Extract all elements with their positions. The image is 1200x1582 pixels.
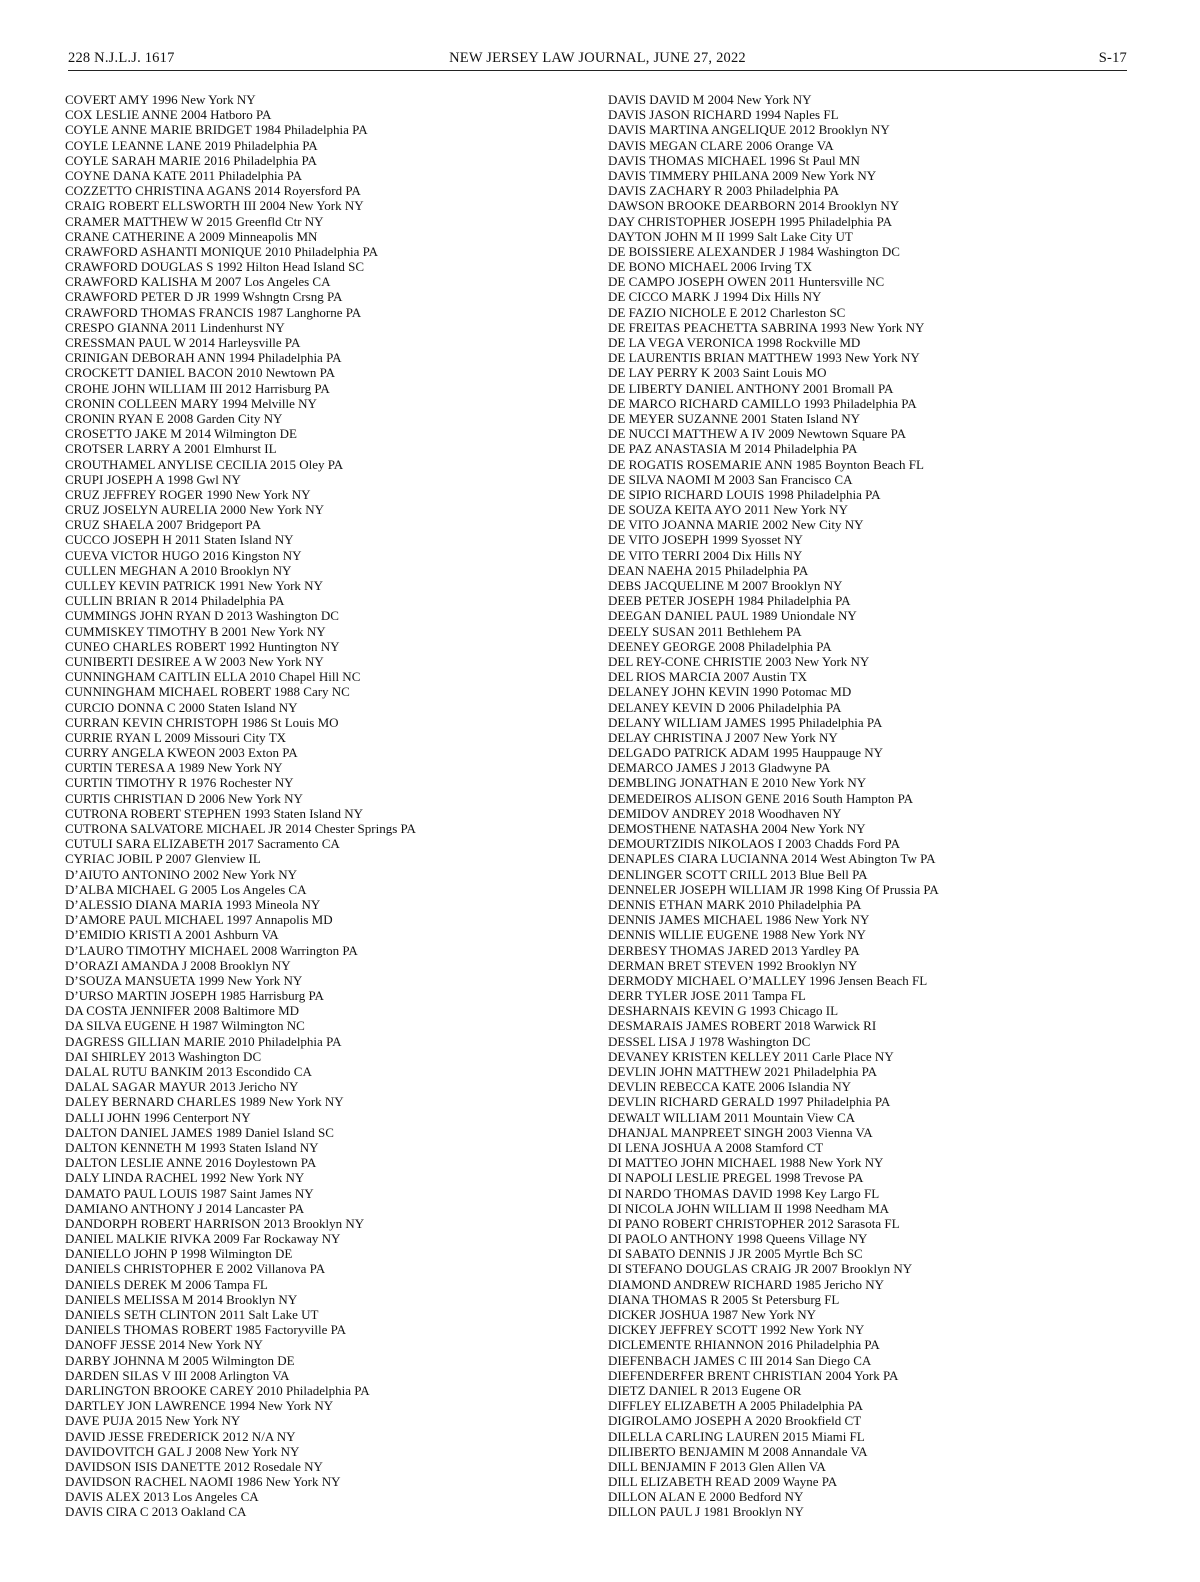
attorney-entry: DAVIS DAVID M 2004 New York NY xyxy=(608,92,812,107)
attorney-entry: DELAY CHRISTINA J 2007 New York NY xyxy=(608,729,838,745)
attorney-entry: CRUZ SHAELA 2007 Bridgeport PA xyxy=(65,517,261,533)
attorney-entry: DENNIS ETHAN MARK 2010 Philadelphia PA xyxy=(608,896,862,912)
attorney-entry: DAVIS JASON RICHARD 1994 Naples FL xyxy=(608,107,839,123)
attorney-entry: DERMAN BRET STEVEN 1992 Brooklyn NY xyxy=(608,957,858,973)
attorney-entry: DE MARCO RICHARD CAMILLO 1993 Philadelphia PA xyxy=(608,395,917,411)
attorney-entry: CUNNINGHAM MICHAEL ROBERT 1988 Cary NC xyxy=(65,684,350,700)
attorney-entry: CRAIG ROBERT ELLSWORTH III 2004 New York NY xyxy=(65,198,364,214)
attorney-entry: DILIBERTO BENJAMIN M 2008 Annandale VA xyxy=(608,1443,868,1459)
attorney-entry: CYRIAC JOBIL P 2007 Glenview IL xyxy=(65,851,261,867)
attorney-entry: DE FAZIO NICHOLE E 2012 Charleston SC xyxy=(608,304,846,320)
attorney-entry: DE ROGATIS ROSEMARIE ANN 1985 Boynton Beach FL xyxy=(608,456,924,472)
attorney-entry: DI NARDO THOMAS DAVID 1998 Key Largo FL xyxy=(608,1185,880,1201)
attorney-entry: DEL RIOS MARCIA 2007 Austin TX xyxy=(608,669,807,685)
attorney-entry: DA SILVA EUGENE H 1987 Wilmington NC xyxy=(65,1018,305,1034)
attorney-entry: DELANY WILLIAM JAMES 1995 Philadelphia PA xyxy=(608,714,883,730)
attorney-entry: D’SOUZA MANSUETA 1999 New York NY xyxy=(65,972,303,988)
attorney-entry: DEELY SUSAN 2011 Bethlehem PA xyxy=(608,623,802,639)
attorney-entry: CURRAN KEVIN CHRISTOPH 1986 St Louis MO xyxy=(65,714,339,730)
attorney-entry: COVERT AMY 1996 New York NY xyxy=(65,92,256,107)
attorney-entry: DEEB PETER JOSEPH 1984 Philadelphia PA xyxy=(608,593,851,609)
attorney-entry: DALTON DANIEL JAMES 1989 Daniel Island SC xyxy=(65,1124,334,1140)
attorney-entry: DAY CHRISTOPHER JOSEPH 1995 Philadelphia PA xyxy=(608,213,893,229)
attorney-entry: DARLINGTON BROOKE CAREY 2010 Philadelphia PA xyxy=(65,1382,370,1398)
attorney-entry: COYLE ANNE MARIE BRIDGET 1984 Philadelphia PA xyxy=(65,122,368,138)
attorney-entry: DENNIS JAMES MICHAEL 1986 New York NY xyxy=(608,912,870,928)
attorney-entry: CROCKETT DANIEL BACON 2010 Newtown PA xyxy=(65,365,335,381)
attorney-entry: DARTLEY JON LAWRENCE 1994 New York NY xyxy=(65,1398,334,1414)
attorney-entry: CURTIN TERESA A 1989 New York NY xyxy=(65,760,283,776)
attorney-entry: DERR TYLER JOSE 2011 Tampa FL xyxy=(608,988,806,1004)
attorney-entry: CRUZ JOSELYN AURELIA 2000 New York NY xyxy=(65,502,325,518)
attorney-entry: DAYTON JOHN M II 1999 Salt Lake City UT xyxy=(608,228,853,244)
attorney-entry: DE NUCCI MATTHEW A IV 2009 Newtown Square PA xyxy=(608,426,907,442)
attorney-entry: CRUPI JOSEPH A 1998 Gwl NY xyxy=(65,471,241,487)
attorney-entry: DANIELS MELISSA M 2014 Brooklyn NY xyxy=(65,1291,298,1307)
attorney-entry: DALTON LESLIE ANNE 2016 Doylestown PA xyxy=(65,1155,317,1171)
attorney-entry: DEEGAN DANIEL PAUL 1989 Uniondale NY xyxy=(608,608,857,624)
attorney-entry: CUTRONA ROBERT STEPHEN 1993 Staten Island NY xyxy=(65,805,363,821)
attorney-entry: DILLON PAUL J 1981 Brooklyn NY xyxy=(608,1504,804,1520)
attorney-entry: DEAN NAEHA 2015 Philadelphia PA xyxy=(608,562,809,578)
attorney-entry: DAVIS ZACHARY R 2003 Philadelphia PA xyxy=(608,183,840,199)
attorney-entry: DEL REY-CONE CHRISTIE 2003 New York NY xyxy=(608,653,870,669)
attorney-entry: CRAMER MATTHEW W 2015 Greenfld Ctr NY xyxy=(65,213,324,229)
attorney-entry: CRAWFORD PETER D JR 1999 Wshngtn Crsng PA xyxy=(65,289,343,305)
attorney-entry: DANDORPH ROBERT HARRISON 2013 Brooklyn NY xyxy=(65,1215,365,1231)
left-column xyxy=(65,92,416,1520)
attorney-entry: CUCCO JOSEPH H 2011 Staten Island NY xyxy=(65,532,294,548)
attorney-entry: DIETZ DANIEL R 2013 Eugene OR xyxy=(608,1382,802,1398)
attorney-entry: CROHE JOHN WILLIAM III 2012 Harrisburg PA xyxy=(65,380,330,396)
attorney-entry: DEMOSTHENE NATASHA 2004 New York NY xyxy=(608,821,866,836)
attorney-entry: DE VITO JOANNA MARIE 2002 New City NY xyxy=(608,517,864,533)
attorney-entry: DE SOUZA KEITA AYO 2011 New York NY xyxy=(608,502,848,518)
attorney-entry: DICKEY JEFFREY SCOTT 1992 New York NY xyxy=(608,1322,865,1338)
attorney-entry: DIAMOND ANDREW RICHARD 1985 Jericho NY xyxy=(608,1276,884,1292)
attorney-entry: D’EMIDIO KRISTI A 2001 Ashburn VA xyxy=(65,927,279,943)
attorney-entry: DESSEL LISA J 1978 Washington DC xyxy=(608,1033,811,1049)
attorney-entry: D’AIUTO ANTONINO 2002 New York NY xyxy=(65,866,298,882)
attorney-entry: DENAPLES CIARA LUCIANNA 2014 West Abington Tw PA xyxy=(608,851,936,867)
attorney-entry: CRUZ JEFFREY ROGER 1990 New York NY xyxy=(65,486,311,502)
attorney-entry: DEMOURTZIDIS NIKOLAOS I 2003 Chadds Ford PA xyxy=(608,836,900,852)
attorney-entry: DE PAZ ANASTASIA M 2014 Philadelphia PA xyxy=(608,441,858,457)
attorney-entry: DAWSON BROOKE DEARBORN 2014 Brooklyn NY xyxy=(608,198,900,214)
attorney-entry: CUMMISKEY TIMOTHY B 2001 New York NY xyxy=(65,623,326,639)
attorney-entry: DALTON KENNETH M 1993 Staten Island NY xyxy=(65,1139,319,1155)
volume-citation: 228 N.J.L.J. 1617 xyxy=(68,50,175,66)
attorney-entry: DE CAMPO JOSEPH OWEN 2011 Huntersville NC xyxy=(608,274,885,290)
attorney-entry: CRAWFORD DOUGLAS S 1992 Hilton Head Island SC xyxy=(65,259,365,275)
attorney-entry: DARBY JOHNNA M 2005 Wilmington DE xyxy=(65,1352,295,1368)
attorney-entry: DILELLA CARLING LAUREN 2015 Miami FL xyxy=(608,1428,865,1444)
attorney-entry: CURCIO DONNA C 2000 Staten Island NY xyxy=(65,699,298,715)
attorney-entry: DI PANO ROBERT CHRISTOPHER 2012 Sarasota FL xyxy=(608,1215,900,1231)
attorney-entry: DANIELS CHRISTOPHER E 2002 Villanova PA xyxy=(65,1261,326,1277)
attorney-entry: D’ORAZI AMANDA J 2008 Brooklyn NY xyxy=(65,957,291,973)
attorney-entry: DIANA THOMAS R 2005 St Petersburg FL xyxy=(608,1291,840,1307)
attorney-entry: CUTRONA SALVATORE MICHAEL JR 2014 Chester Springs PA xyxy=(65,821,416,836)
attorney-entry: DAMATO PAUL LOUIS 1987 Saint James NY xyxy=(65,1185,314,1201)
attorney-entry: DILL ELIZABETH READ 2009 Wayne PA xyxy=(608,1474,838,1490)
attorney-entry: DALAL RUTU BANKIM 2013 Escondido CA xyxy=(65,1064,312,1079)
attorney-entry: DE VITO JOSEPH 1999 Syosset NY xyxy=(608,532,803,548)
attorney-entry: DANIELS THOMAS ROBERT 1985 Factoryville PA xyxy=(65,1322,347,1338)
attorney-entry: COYLE LEANNE LANE 2019 Philadelphia PA xyxy=(65,137,318,153)
attorney-entry: D’ALBA MICHAEL G 2005 Los Angeles CA xyxy=(65,881,307,897)
attorney-entry: CRESSMAN PAUL W 2014 Harleysville PA xyxy=(65,335,301,350)
attorney-entry: DESMARAIS JAMES ROBERT 2018 Warwick RI xyxy=(608,1018,877,1034)
attorney-entry: CUNEO CHARLES ROBERT 1992 Huntington NY xyxy=(65,638,340,654)
attorney-entry: DENLINGER SCOTT CRILL 2013 Blue Bell PA xyxy=(608,866,868,882)
attorney-entry: DEMBLING JONATHAN E 2010 New York NY xyxy=(608,775,867,791)
attorney-entry: DIGIROLAMO JOSEPH A 2020 Brookfield CT xyxy=(608,1413,862,1429)
attorney-entry: D’AMORE PAUL MICHAEL 1997 Annapolis MD xyxy=(65,912,333,928)
attorney-entry: DAVID JESSE FREDERICK 2012 N/A NY xyxy=(65,1428,296,1444)
attorney-entry: DI NICOLA JOHN WILLIAM II 1998 Needham MA xyxy=(608,1200,890,1216)
attorney-entry: DILLON ALAN E 2000 Bedford NY xyxy=(608,1489,804,1505)
attorney-entry: DAVIS MEGAN CLARE 2006 Orange VA xyxy=(608,137,834,153)
attorney-entry: DEMIDOV ANDREY 2018 Woodhaven NY xyxy=(608,805,842,821)
attorney-entry: DICLEMENTE RHIANNON 2016 Philadelphia PA xyxy=(608,1337,880,1353)
attorney-entry: DE LA VEGA VERONICA 1998 Rockville MD xyxy=(608,335,861,350)
attorney-entry: DIEFENDERFER BRENT CHRISTIAN 2004 York PA xyxy=(608,1367,899,1383)
attorney-entry: DARDEN SILAS V III 2008 Arlington VA xyxy=(65,1367,290,1383)
attorney-entry: COYNE DANA KATE 2011 Philadelphia PA xyxy=(65,167,303,183)
attorney-entry: DENNELER JOSEPH WILLIAM JR 1998 King Of Prussia PA xyxy=(608,881,939,897)
attorney-entry: D’ALESSIO DIANA MARIA 1993 Mineola NY xyxy=(65,896,321,912)
attorney-entry: DAVIDSON ISIS DANETTE 2012 Rosedale NY xyxy=(65,1458,323,1474)
attorney-entry: DELGADO PATRICK ADAM 1995 Hauppauge NY xyxy=(608,745,884,761)
attorney-entry: DEVLIN JOHN MATTHEW 2021 Philadelphia PA xyxy=(608,1064,878,1079)
attorney-entry: CRAWFORD KALISHA M 2007 Los Angeles CA xyxy=(65,274,331,290)
attorney-entry: DALEY BERNARD CHARLES 1989 New York NY xyxy=(65,1094,344,1110)
attorney-entry: DELANEY JOHN KEVIN 1990 Potomac MD xyxy=(608,684,852,700)
attorney-entry: CRAWFORD ASHANTI MONIQUE 2010 Philadelphia PA xyxy=(65,243,379,259)
attorney-entry: DE FREITAS PEACHETTA SABRINA 1993 New York NY xyxy=(608,319,925,335)
attorney-entry: DI NAPOLI LESLIE PREGEL 1998 Trevose PA xyxy=(608,1170,864,1186)
attorney-entry: CRAWFORD THOMAS FRANCIS 1987 Langhorne PA xyxy=(65,304,362,320)
attorney-entry: COX LESLIE ANNE 2004 Hatboro PA xyxy=(65,107,272,123)
attorney-entry: DANIELLO JOHN P 1998 Wilmington DE xyxy=(65,1246,293,1262)
attorney-entry: DI MATTEO JOHN MICHAEL 1988 New York NY xyxy=(608,1155,884,1171)
attorney-entry: CURRY ANGELA KWEON 2003 Exton PA xyxy=(65,745,298,761)
attorney-entry: DALAL SAGAR MAYUR 2013 Jericho NY xyxy=(65,1079,299,1095)
attorney-entry: DAVIS ALEX 2013 Los Angeles CA xyxy=(65,1489,259,1505)
attorney-entry: DANIELS SETH CLINTON 2011 Salt Lake UT xyxy=(65,1307,319,1322)
attorney-entry: DIFFLEY ELIZABETH A 2005 Philadelphia PA xyxy=(608,1398,864,1414)
attorney-entry: DI PAOLO ANTHONY 1998 Queens Village NY xyxy=(608,1231,868,1247)
attorney-entry: DE CICCO MARK J 1994 Dix Hills NY xyxy=(608,289,822,305)
attorney-entry: DE LAY PERRY K 2003 Saint Louis MO xyxy=(608,365,827,381)
attorney-entry: DAVE PUJA 2015 New York NY xyxy=(65,1413,241,1429)
attorney-entry: CULLEY KEVIN PATRICK 1991 New York NY xyxy=(65,578,323,593)
attorney-entry: DE SILVA NAOMI M 2003 San Francisco CA xyxy=(608,471,853,487)
attorney-entry: CURRIE RYAN L 2009 Missouri City TX xyxy=(65,729,287,745)
attorney-entry: DHANJAL MANPREET SINGH 2003 Vienna VA xyxy=(608,1124,873,1140)
attorney-entry: DE VITO TERRI 2004 Dix Hills NY xyxy=(608,547,803,563)
attorney-entry: CULLIN BRIAN R 2014 Philadelphia PA xyxy=(65,593,285,609)
attorney-entry: D’URSO MARTIN JOSEPH 1985 Harrisburg PA xyxy=(65,988,324,1004)
attorney-entry: CUNNINGHAM CAITLIN ELLA 2010 Chapel Hill NC xyxy=(65,669,361,685)
attorney-entry: D’LAURO TIMOTHY MICHAEL 2008 Warrington PA xyxy=(65,942,358,958)
attorney-entry: CRONIN RYAN E 2008 Garden City NY xyxy=(65,410,283,426)
attorney-entry: DA COSTA JENNIFER 2008 Baltimore MD xyxy=(65,1003,300,1019)
attorney-entry: DAVIS CIRA C 2013 Oakland CA xyxy=(65,1504,247,1520)
attorney-entry: COZZETTO CHRISTINA AGANS 2014 Royersford PA xyxy=(65,183,361,199)
attorney-entry: DALLI JOHN 1996 Centerport NY xyxy=(65,1109,251,1125)
attorney-entry: DI SABATO DENNIS J JR 2005 Myrtle Bch SC xyxy=(608,1246,863,1262)
attorney-entry: DILL BENJAMIN F 2013 Glen Allen VA xyxy=(608,1458,826,1474)
attorney-entry: DALY LINDA RACHEL 1992 New York NY xyxy=(65,1170,305,1186)
attorney-entry: DAVIS THOMAS MICHAEL 1996 St Paul MN xyxy=(608,152,860,168)
attorney-entry: DANOFF JESSE 2014 New York NY xyxy=(65,1337,263,1353)
attorney-entry: CRESPO GIANNA 2011 Lindenhurst NY xyxy=(65,319,285,335)
attorney-entry: DEWALT WILLIAM 2011 Mountain View CA xyxy=(608,1109,856,1125)
attorney-entry: DIEFENBACH JAMES C III 2014 San Diego CA xyxy=(608,1352,872,1368)
attorney-entry: DERMODY MICHAEL O’MALLEY 1996 Jensen Beach FL xyxy=(608,972,928,988)
attorney-entry: DEVLIN RICHARD GERALD 1997 Philadelphia PA xyxy=(608,1094,891,1110)
attorney-entry: DANIEL MALKIE RIVKA 2009 Far Rockaway NY xyxy=(65,1231,341,1247)
attorney-entry: DERBESY THOMAS JARED 2013 Yardley PA xyxy=(608,942,860,958)
attorney-entry: DEVANEY KRISTEN KELLEY 2011 Carle Place NY xyxy=(608,1048,894,1064)
attorney-entry: CURTIS CHRISTIAN D 2006 New York NY xyxy=(65,790,303,806)
attorney-entry: DE LIBERTY DANIEL ANTHONY 2001 Bromall PA xyxy=(608,380,894,396)
attorney-entry: COYLE SARAH MARIE 2016 Philadelphia PA xyxy=(65,152,317,168)
right-column xyxy=(608,92,939,1520)
attorney-entry: CROUTHAMEL ANYLISE CECILIA 2015 Oley PA xyxy=(65,456,344,472)
attorney-entry: CURTIN TIMOTHY R 1976 Rochester NY xyxy=(65,775,294,791)
attorney-entry: CUMMINGS JOHN RYAN D 2013 Washington DC xyxy=(65,608,339,624)
attorney-entry: CROTSER LARRY A 2001 Elmhurst IL xyxy=(65,441,277,457)
attorney-entry: DE SIPIO RICHARD LOUIS 1998 Philadelphia PA xyxy=(608,486,881,502)
attorney-entry: CRINIGAN DEBORAH ANN 1994 Philadelphia PA xyxy=(65,350,342,366)
attorney-entry: CUEVA VICTOR HUGO 2016 Kingston NY xyxy=(65,547,302,563)
attorney-entry: DEENEY GEORGE 2008 Philadelphia PA xyxy=(608,638,832,654)
attorney-entry: CUTULI SARA ELIZABETH 2017 Sacramento CA xyxy=(65,836,340,852)
attorney-entry: DI STEFANO DOUGLAS CRAIG JR 2007 Brooklyn NY xyxy=(608,1261,913,1277)
attorney-entry: CROSETTO JAKE M 2014 Wilmington DE xyxy=(65,426,297,442)
page-number: S-17 xyxy=(1098,50,1127,66)
attorney-entry: CRANE CATHERINE A 2009 Minneapolis MN xyxy=(65,228,318,244)
attorney-entry: DAI SHIRLEY 2013 Washington DC xyxy=(65,1048,262,1064)
attorney-entry: DEBS JACQUELINE M 2007 Brooklyn NY xyxy=(608,578,843,593)
attorney-entry: DE MEYER SUZANNE 2001 Staten Island NY xyxy=(608,410,861,426)
attorney-entry: DELANEY KEVIN D 2006 Philadelphia PA xyxy=(608,699,842,715)
attorney-entry: CRONIN COLLEEN MARY 1994 Melville NY xyxy=(65,395,317,411)
attorney-entry: DAVIS TIMMERY PHILANA 2009 New York NY xyxy=(608,167,877,183)
publication-title: NEW JERSEY LAW JOURNAL, JUNE 27, 2022 xyxy=(449,50,746,66)
attorney-entry: DICKER JOSHUA 1987 New York NY xyxy=(608,1307,817,1322)
attorney-entry: DE LAURENTIS BRIAN MATTHEW 1993 New York NY xyxy=(608,350,920,366)
attorney-entry: DESHARNAIS KEVIN G 1993 Chicago IL xyxy=(608,1003,839,1019)
attorney-entry: DI LENA JOSHUA A 2008 Stamford CT xyxy=(608,1139,824,1155)
attorney-entry: DEMEDEIROS ALISON GENE 2016 South Hampton PA xyxy=(608,790,914,806)
attorney-entry: DEMARCO JAMES J 2013 Gladwyne PA xyxy=(608,760,831,776)
attorney-entry: CUNIBERTI DESIREE A W 2003 New York NY xyxy=(65,653,324,669)
attorney-entry: DE BONO MICHAEL 2006 Irving TX xyxy=(608,259,813,275)
attorney-entry: DAVIS MARTINA ANGELIQUE 2012 Brooklyn NY xyxy=(608,122,890,138)
attorney-entry: DAVIDSON RACHEL NAOMI 1986 New York NY xyxy=(65,1474,341,1490)
attorney-entry: DAGRESS GILLIAN MARIE 2010 Philadelphia PA xyxy=(65,1033,342,1049)
attorney-entry: CULLEN MEGHAN A 2010 Brooklyn NY xyxy=(65,562,292,578)
attorney-entry: DEVLIN REBECCA KATE 2006 Islandia NY xyxy=(608,1079,852,1095)
page-header xyxy=(68,48,1127,71)
attorney-entry: DAMIANO ANTHONY J 2014 Lancaster PA xyxy=(65,1200,305,1216)
attorney-entry: DE BOISSIERE ALEXANDER J 1984 Washington DC xyxy=(608,243,900,259)
attorney-entry: DAVIDOVITCH GAL J 2008 New York NY xyxy=(65,1443,300,1459)
attorney-entry: DENNIS WILLIE EUGENE 1988 New York NY xyxy=(608,927,866,943)
attorney-entry: DANIELS DEREK M 2006 Tampa FL xyxy=(65,1276,268,1292)
